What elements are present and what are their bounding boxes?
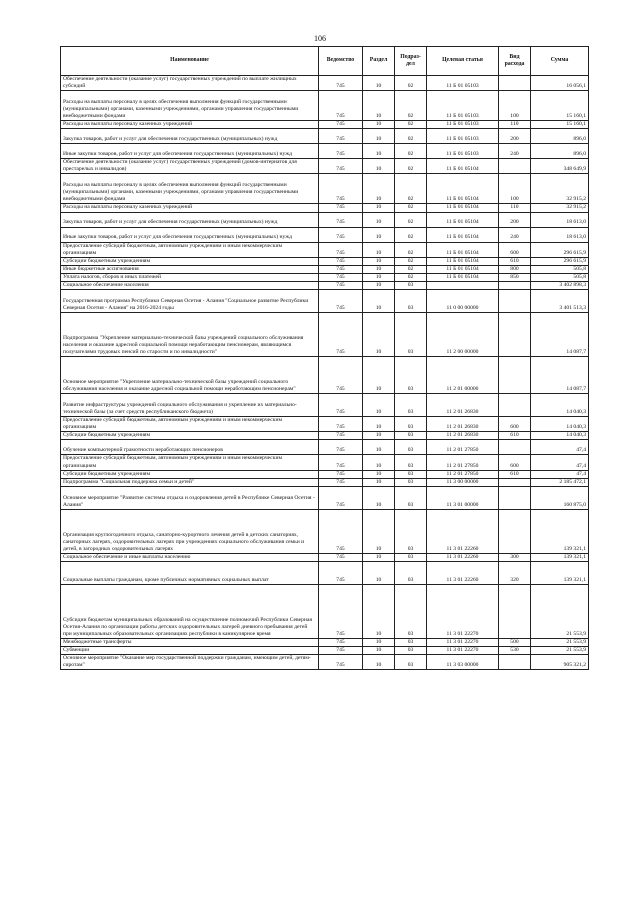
row-department: 745: [319, 417, 363, 432]
header-department: Ведомство: [319, 47, 363, 76]
row-expense-type: 300: [499, 553, 531, 561]
header-expense-type: Вид расхода: [499, 47, 531, 76]
row-section: 10: [363, 553, 395, 561]
table-row: [61, 257, 589, 265]
row-department: 745: [319, 470, 363, 478]
row-department: 745: [319, 655, 363, 670]
row-subsection: 02: [395, 159, 427, 174]
row-department: 745: [319, 313, 363, 357]
row-amount: 2 185 472,1: [531, 478, 589, 486]
row-section: 10: [363, 76, 395, 91]
row-section: 10: [363, 144, 395, 159]
row-name: Обучение компьютерной грамотности неработающих пенсионеров: [61, 440, 319, 455]
row-amount: 21 553,9: [531, 638, 589, 646]
row-expense-type: [499, 313, 531, 357]
row-subsection: 02: [395, 212, 427, 227]
row-target-item: 11 2 01 26830: [427, 432, 499, 440]
row-section: 10: [363, 257, 395, 265]
table-row: [61, 121, 589, 129]
row-name: Межбюджетные трансферты: [61, 638, 319, 646]
row-target-item: 11 2 01 26830: [427, 417, 499, 432]
row-expense-type: 610: [499, 470, 531, 478]
row-subsection: 03: [395, 290, 427, 313]
row-subsection: 02: [395, 227, 427, 242]
row-target-item: 11 Б 01 05103: [427, 129, 499, 144]
table-row: [61, 455, 589, 470]
row-amount: 21 553,9: [531, 584, 589, 638]
row-amount: 14 087,7: [531, 357, 589, 394]
row-target-item: 11 3 00 00000: [427, 478, 499, 486]
row-section: 10: [363, 290, 395, 313]
row-target-item: 11 Б 01 05104: [427, 159, 499, 174]
row-amount: 16 056,1: [531, 76, 589, 91]
row-name: Уплата налогов, сборов и иных платежей: [61, 273, 319, 281]
table-body: [61, 76, 589, 670]
row-section: 10: [363, 509, 395, 553]
row-department: 745: [319, 394, 363, 417]
row-subsection: 03: [395, 417, 427, 432]
table-row: [61, 440, 589, 455]
row-target-item: 11 Б 01 05104: [427, 273, 499, 281]
row-section: 10: [363, 584, 395, 638]
row-expense-type: 500: [499, 638, 531, 646]
row-target-item: 11 Б 01 05103: [427, 144, 499, 159]
table-row: [61, 486, 589, 509]
row-subsection: 03: [395, 584, 427, 638]
table-row: [61, 159, 589, 174]
row-expense-type: [499, 282, 531, 290]
row-section: 10: [363, 561, 395, 584]
row-section: 10: [363, 121, 395, 129]
row-target-item: 11 2 01 26830: [427, 394, 499, 417]
row-name: Основное мероприятие "Развитие системы отдыха и оздоровления детей в Республике Северная Осетия - Алания": [61, 486, 319, 509]
row-subsection: 03: [395, 282, 427, 290]
row-department: 745: [319, 440, 363, 455]
row-expense-type: 320: [499, 561, 531, 584]
table-row: [61, 561, 589, 584]
header-amount: Сумма: [531, 47, 589, 76]
row-target-item: 11 2 01 27850: [427, 470, 499, 478]
row-expense-type: 600: [499, 455, 531, 470]
row-expense-type: 200: [499, 129, 531, 144]
row-target-item: 11 3 03 00000: [427, 655, 499, 670]
header-name: Наименование: [61, 47, 319, 76]
row-expense-type: 110: [499, 204, 531, 212]
row-name: Закупка товаров, работ и услуг для обеспечения государственных (муниципальных) нужд: [61, 129, 319, 144]
row-expense-type: 240: [499, 144, 531, 159]
row-expense-type: [499, 76, 531, 91]
row-amount: 296 615,9: [531, 257, 589, 265]
row-expense-type: 200: [499, 212, 531, 227]
row-section: 10: [363, 417, 395, 432]
row-subsection: 03: [395, 455, 427, 470]
row-department: 745: [319, 478, 363, 486]
row-department: 745: [319, 584, 363, 638]
table-row: [61, 432, 589, 440]
row-name: Основное мероприятие "Укрепление материально-технической базы учреждений социального обслуживания населения и оказание адресной социальной помощи неработающим пенсионерам": [61, 357, 319, 394]
row-department: 745: [319, 486, 363, 509]
row-name: Расходы на выплаты персоналу казенных учреждений: [61, 121, 319, 129]
row-target-item: 11 Б 01 05104: [427, 265, 499, 273]
row-section: 10: [363, 282, 395, 290]
row-amount: 348 649,9: [531, 159, 589, 174]
row-name: Субвенции: [61, 646, 319, 654]
table-row: [61, 204, 589, 212]
row-amount: 505,8: [531, 265, 589, 273]
row-name: Предоставление субсидий бюджетным, автономным учреждениям и иным некоммерческим организациям: [61, 242, 319, 257]
row-target-item: 11 Б 01 05104: [427, 242, 499, 257]
row-subsection: 03: [395, 357, 427, 394]
table-row: [61, 91, 589, 121]
row-target-item: 11 3 01 22270: [427, 584, 499, 638]
row-subsection: 02: [395, 242, 427, 257]
header-section: Раздел: [363, 47, 395, 76]
row-expense-type: [499, 357, 531, 394]
row-subsection: 02: [395, 273, 427, 281]
row-target-item: 11 Б 01 05104: [427, 212, 499, 227]
row-section: 10: [363, 432, 395, 440]
row-subsection: 02: [395, 204, 427, 212]
row-subsection: 02: [395, 174, 427, 204]
row-target-item: 11 3 01 00000: [427, 486, 499, 509]
row-subsection: 03: [395, 394, 427, 417]
row-department: 745: [319, 509, 363, 553]
row-name: Предоставление субсидий бюджетным, автономным учреждениям и иным некоммерческим организациям: [61, 417, 319, 432]
row-section: 10: [363, 174, 395, 204]
row-name: Субсидии бюджетным учреждениям: [61, 257, 319, 265]
row-name: Закупка товаров, работ и услуг для обеспечения государственных (муниципальных) нужд: [61, 212, 319, 227]
table-row: [61, 478, 589, 486]
row-target-item: 11 Б 01 05103: [427, 91, 499, 121]
row-department: 745: [319, 638, 363, 646]
row-subsection: 03: [395, 470, 427, 478]
row-target-item: 11 2 01 27850: [427, 455, 499, 470]
row-target-item: 11 3 01 22260: [427, 553, 499, 561]
row-section: 10: [363, 313, 395, 357]
table-row: [61, 144, 589, 159]
row-section: 10: [363, 273, 395, 281]
table-row: [61, 646, 589, 654]
row-department: 745: [319, 432, 363, 440]
row-subsection: 03: [395, 509, 427, 553]
table-row: [61, 129, 589, 144]
row-target-item: 11 2 01 27850: [427, 440, 499, 455]
row-name: Обеспечение деятельности (оказание услуг) государственных учреждений (домов-интернатов для престарелых и инвалидов): [61, 159, 319, 174]
row-subsection: 02: [395, 91, 427, 121]
row-department: 745: [319, 121, 363, 129]
row-subsection: 03: [395, 561, 427, 584]
row-department: 745: [319, 91, 363, 121]
row-subsection: 03: [395, 553, 427, 561]
table-row: [61, 174, 589, 204]
row-amount: 18 613,0: [531, 212, 589, 227]
row-section: 10: [363, 486, 395, 509]
row-department: 745: [319, 144, 363, 159]
table-row: [61, 584, 589, 638]
row-subsection: 03: [395, 638, 427, 646]
row-target-item: 11 3 01 22260: [427, 509, 499, 553]
table-row: [61, 242, 589, 257]
row-expense-type: [499, 509, 531, 553]
row-expense-type: 800: [499, 265, 531, 273]
table-row: [61, 417, 589, 432]
table-row: [61, 290, 589, 313]
row-section: 10: [363, 638, 395, 646]
row-name: Расходы на выплаты персоналу казенных учреждений: [61, 204, 319, 212]
row-department: 745: [319, 212, 363, 227]
row-name: Основное мероприятие "Оказание мер государственной поддержки гражданам, имеющим детей, детям-сиротам": [61, 655, 319, 670]
row-amount: 896,0: [531, 144, 589, 159]
row-amount: 296 615,9: [531, 242, 589, 257]
table-row: [61, 638, 589, 646]
table-header-row: [61, 47, 589, 76]
row-name: Государственная программа Республики Северная Осетия - Алания "Социальное развитие Республики Северная Осетия - Алания" на 2016-2024 годы: [61, 290, 319, 313]
table-row: [61, 227, 589, 242]
row-expense-type: 100: [499, 91, 531, 121]
row-name: Иные закупки товаров, работ и услуг для обеспечения государственных (муниципальных) нужд: [61, 144, 319, 159]
table-row: [61, 273, 589, 281]
row-amount: 905 321,2: [531, 655, 589, 670]
row-target-item: 11 3 01 22260: [427, 561, 499, 584]
row-amount: 47,4: [531, 470, 589, 478]
table-row: [61, 553, 589, 561]
row-section: 10: [363, 227, 395, 242]
row-name: Иные бюджетные ассигнования: [61, 265, 319, 273]
page-number: 106: [314, 34, 326, 43]
table-row: [61, 509, 589, 553]
row-name: Подпрограмма "Социальная поддержка семьи и детей": [61, 478, 319, 486]
row-expense-type: [499, 655, 531, 670]
row-amount: 32 915,2: [531, 174, 589, 204]
row-department: 745: [319, 282, 363, 290]
row-name: Обеспечение деятельности (оказание услуг) государственных учреждений по выплате жилищных субсидий: [61, 76, 319, 91]
row-amount: 3 402 898,3: [531, 282, 589, 290]
row-department: 745: [319, 76, 363, 91]
row-amount: 14 040,3: [531, 417, 589, 432]
table-row: [61, 470, 589, 478]
row-target-item: 11 Б 01 05104: [427, 174, 499, 204]
row-target-item: 11 Б 01 05103: [427, 121, 499, 129]
row-amount: 139 321,1: [531, 553, 589, 561]
row-subsection: 02: [395, 121, 427, 129]
row-expense-type: 610: [499, 432, 531, 440]
row-subsection: 03: [395, 655, 427, 670]
row-target-item: [427, 282, 499, 290]
table-row: [61, 265, 589, 273]
row-amount: 21 553,9: [531, 646, 589, 654]
row-section: 10: [363, 470, 395, 478]
row-department: 745: [319, 242, 363, 257]
row-department: 745: [319, 561, 363, 584]
row-name: Предоставление субсидий бюджетным, автономным учреждениям и иным некоммерческим организациям: [61, 455, 319, 470]
row-department: 745: [319, 290, 363, 313]
row-expense-type: [499, 159, 531, 174]
row-subsection: 03: [395, 478, 427, 486]
row-amount: 896,0: [531, 129, 589, 144]
row-subsection: 02: [395, 76, 427, 91]
row-department: 745: [319, 174, 363, 204]
row-name: Развитие инфраструктуры учреждений социального обслуживания и укрепление их материально-технической базы (за счет средств республиканского бюджета): [61, 394, 319, 417]
row-target-item: 11 2 01 00000: [427, 357, 499, 394]
table-row: [61, 76, 589, 91]
row-amount: 139 321,1: [531, 561, 589, 584]
row-department: 745: [319, 455, 363, 470]
row-name: Социальное обеспечение населения: [61, 282, 319, 290]
row-amount: 15 160,1: [531, 91, 589, 121]
row-expense-type: [499, 486, 531, 509]
row-section: 10: [363, 455, 395, 470]
row-subsection: 03: [395, 440, 427, 455]
row-name: Социальное обеспечение и иные выплаты населению: [61, 553, 319, 561]
row-target-item: 11 3 01 22270: [427, 638, 499, 646]
row-amount: 32 915,2: [531, 204, 589, 212]
row-subsection: 02: [395, 129, 427, 144]
row-department: 745: [319, 257, 363, 265]
row-section: 10: [363, 440, 395, 455]
row-subsection: 03: [395, 646, 427, 654]
table-row: [61, 313, 589, 357]
row-subsection: 02: [395, 257, 427, 265]
header-target-item: Целевая статья: [427, 47, 499, 76]
row-section: 10: [363, 394, 395, 417]
row-department: 745: [319, 227, 363, 242]
row-name: Социальные выплаты гражданам, кроме публичных нормативных социальных выплат: [61, 561, 319, 584]
row-name: Организация круглогодичного отдыха, санаторно-курортного лечения детей в детских санаториях, санаторных лагерях, оздоровительных лагерях при учреждениях социального обслуживания семьи и детей, в загородных оздоровительных лагерях: [61, 509, 319, 553]
header-subsection: Подраз-дел: [395, 47, 427, 76]
row-section: 10: [363, 478, 395, 486]
row-target-item: 11 3 01 22270: [427, 646, 499, 654]
row-department: 745: [319, 129, 363, 144]
row-target-item: 11 0 00 00000: [427, 290, 499, 313]
row-expense-type: 850: [499, 273, 531, 281]
row-amount: 18 613,0: [531, 227, 589, 242]
table-row: [61, 212, 589, 227]
row-subsection: 02: [395, 144, 427, 159]
row-section: 10: [363, 129, 395, 144]
row-amount: 47,4: [531, 455, 589, 470]
row-department: 745: [319, 159, 363, 174]
row-expense-type: 600: [499, 242, 531, 257]
row-department: 745: [319, 553, 363, 561]
row-expense-type: 240: [499, 227, 531, 242]
row-section: 10: [363, 655, 395, 670]
row-expense-type: [499, 584, 531, 638]
row-department: 745: [319, 204, 363, 212]
row-department: 745: [319, 646, 363, 654]
row-amount: 160 875,0: [531, 486, 589, 509]
row-department: 745: [319, 265, 363, 273]
row-amount: 14 040,3: [531, 394, 589, 417]
row-department: 745: [319, 273, 363, 281]
row-name: Иные закупки товаров, работ и услуг для обеспечения государственных (муниципальных) нужд: [61, 227, 319, 242]
row-subsection: 02: [395, 265, 427, 273]
row-amount: 14 040,3: [531, 432, 589, 440]
row-section: 10: [363, 265, 395, 273]
table-row: [61, 394, 589, 417]
row-name: Субсидии бюджетным учреждениям: [61, 470, 319, 478]
row-expense-type: [499, 478, 531, 486]
row-expense-type: 110: [499, 121, 531, 129]
row-section: 10: [363, 242, 395, 257]
row-expense-type: 610: [499, 257, 531, 265]
row-expense-type: 100: [499, 174, 531, 204]
row-expense-type: [499, 290, 531, 313]
row-expense-type: 530: [499, 646, 531, 654]
row-target-item: 11 Б 01 05103: [427, 76, 499, 91]
row-section: 10: [363, 646, 395, 654]
row-amount: 3 401 513,3: [531, 290, 589, 313]
row-subsection: 03: [395, 486, 427, 509]
row-amount: 15 160,1: [531, 121, 589, 129]
budget-table: [60, 46, 589, 670]
row-amount: 14 087,7: [531, 313, 589, 357]
row-subsection: 03: [395, 313, 427, 357]
row-target-item: 11 Б 01 05104: [427, 257, 499, 265]
table-row: [61, 357, 589, 394]
row-name: Субсидии бюджетным учреждениям: [61, 432, 319, 440]
row-amount: 47,4: [531, 440, 589, 455]
table-row: [61, 282, 589, 290]
row-section: 10: [363, 204, 395, 212]
row-name: Подпрограмма "Укрепление материально-технической базы учреждений социального обслуживания населения и оказание адресной социальной помощи неработающим пенсионерам, являющимся получателями трудовых пенсий по старости и по инвалидности": [61, 313, 319, 357]
row-name: Расходы на выплаты персоналу в целях обеспечения выполнения функций государственными (муниципальными) органами, казенными учреждениями, органами управления государственными внебюджетными фондами: [61, 174, 319, 204]
row-section: 10: [363, 212, 395, 227]
row-subsection: 03: [395, 432, 427, 440]
row-expense-type: [499, 394, 531, 417]
row-amount: 505,8: [531, 273, 589, 281]
row-section: 10: [363, 91, 395, 121]
row-target-item: 11 Б 01 05104: [427, 204, 499, 212]
row-name: Расходы на выплаты персоналу в целях обеспечения выполнения функций государственными (муниципальными) органами, казенными учреждениями, органами управления государственными внебюджетными фондами: [61, 91, 319, 121]
row-section: 10: [363, 357, 395, 394]
row-target-item: 11 Б 01 05104: [427, 227, 499, 242]
row-target-item: 11 2 00 00000: [427, 313, 499, 357]
table-row: [61, 655, 589, 670]
row-expense-type: 600: [499, 417, 531, 432]
row-amount: 139 321,1: [531, 509, 589, 553]
row-name: Субсидии бюджетам муниципальных образований на осуществление полномочий Республики Северная Осетия-Алания по организации работы детских оздоровительных лагерей дневного пребывания детей при муниципальных образовательных организациях республики в каникулярное время: [61, 584, 319, 638]
row-department: 745: [319, 357, 363, 394]
row-section: 10: [363, 159, 395, 174]
row-expense-type: [499, 440, 531, 455]
